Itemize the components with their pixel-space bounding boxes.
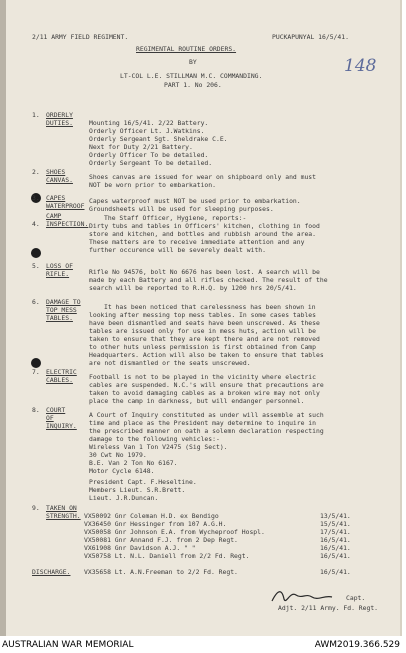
archive-footer bbox=[0, 636, 406, 653]
section-heading: INSPECTION. bbox=[46, 220, 89, 228]
discharge-entry-date: 16/5/41. bbox=[320, 568, 351, 576]
section-number: 7. bbox=[32, 368, 40, 376]
section-heading: ORDERLY bbox=[46, 111, 73, 119]
document-page bbox=[6, 0, 402, 636]
section-number: 3. bbox=[32, 194, 40, 202]
section-line: tables are issued only for use in mess huts, action will be bbox=[89, 327, 317, 335]
section-line: looking after messing top mess tables. In some cases tables bbox=[89, 311, 317, 319]
section-line: Mounting 16/5/41. 2/22 Battery. bbox=[89, 119, 209, 127]
section-line: Shoes canvas are issued for wear on shipboard only and must bbox=[89, 173, 317, 181]
section-number: 9. bbox=[32, 504, 40, 512]
archive-reference: AWM2019.366.529 bbox=[314, 640, 400, 650]
section-heading: SHOES bbox=[46, 168, 66, 176]
section-line: Rifle No 94576, bolt No 6676 has been lost. A search will be bbox=[89, 268, 320, 276]
section-line: 30 Cwt No 1979. bbox=[89, 451, 147, 459]
section-line: Lieut. J.R.Duncan. bbox=[89, 494, 159, 502]
signature-rank: Capt. bbox=[346, 594, 366, 602]
strength-entry-date: 17/5/41. bbox=[320, 528, 351, 536]
section-line: time and place as the President may determine to inquire in bbox=[89, 419, 317, 427]
section-number: 1. bbox=[32, 111, 40, 119]
section-heading: TAKEN ON bbox=[46, 504, 77, 512]
section-line: Orderly Officer Lt. J.Watkins. bbox=[89, 127, 205, 135]
section-line: cables are suspended. N.C.'s will ensure that precautions are bbox=[89, 381, 324, 389]
strength-entry-date: 16/5/41. bbox=[320, 552, 351, 560]
section-heading: COURT bbox=[46, 406, 66, 414]
strength-entry: VX36450 Gnr Hessinger from 107 A.G.H. bbox=[84, 520, 227, 528]
section-line: taken to ensure that they are kept there and are not removed bbox=[89, 335, 320, 343]
section-line: place the camp in darkness, but will endanger personnel. bbox=[89, 397, 305, 405]
punch-hole bbox=[31, 358, 41, 368]
section-line: Dirty tubs and tables in Officers' kitchen, clothing in food bbox=[89, 222, 320, 230]
section-line: B.E. Van 2 Ton No 6167. bbox=[89, 459, 178, 467]
section-line: are not dismantled or the seats unscrewed. bbox=[89, 359, 251, 367]
section-line: A Court of Inquiry constituted as under will assemble at such bbox=[89, 411, 324, 419]
section-line: These matters are to receive immediate attention and any bbox=[89, 238, 305, 246]
section-line: search will be reported to R.H.Q. by 1200 hrs 20/5/41. bbox=[89, 284, 297, 292]
section-number: 8. bbox=[32, 406, 40, 414]
section-heading: TABLES. bbox=[46, 314, 73, 322]
commander-line: LT-COL L.E. STILLMAN M.C. COMMANDING. bbox=[120, 72, 263, 80]
section-heading: TOP MESS bbox=[46, 306, 77, 314]
section-number: 6. bbox=[32, 298, 40, 306]
strength-entry-date: 16/5/41. bbox=[320, 544, 351, 552]
section-line: Capes waterproof must NOT be used prior to embarkation. bbox=[89, 197, 301, 205]
section-line: Orderly Sergeant Sgt. Sheldrake C.E. bbox=[89, 135, 228, 143]
section-line: Wireless Van 1 Ton V2475 (Sig Sect). bbox=[89, 443, 228, 451]
section-heading: CAPES bbox=[46, 194, 66, 202]
section-number: 5. bbox=[32, 262, 40, 270]
section-line: The Staff Officer, Hygiene, reports:- bbox=[104, 214, 247, 222]
section-heading: DAMAGE TO bbox=[46, 298, 81, 306]
section-line: NOT be worn prior to embarkation. bbox=[89, 181, 216, 189]
section-line: Next for Duty 2/21 Battery. bbox=[89, 143, 193, 151]
place-date: PUCKAPUNYAL 16/5/41. bbox=[272, 33, 349, 41]
strength-entry: VX50092 Gnr Coleman H.D. ex Bendigo bbox=[84, 512, 219, 520]
section-line: made by each Battery and all rifles checked. The result of the bbox=[89, 276, 328, 284]
section-line: Orderly Sergeant To be detailed. bbox=[89, 159, 213, 167]
strength-entry: VX50081 Gnr Annand F.J. from 2 Dep Regt. bbox=[84, 536, 238, 544]
strength-entry-date: 13/5/41. bbox=[320, 512, 351, 520]
section-line: Groundsheets will be used for sleeping purposes. bbox=[89, 205, 274, 213]
section-heading: DISCHARGE. bbox=[32, 568, 71, 576]
by-line: BY bbox=[189, 58, 197, 66]
section-heading: CAMP bbox=[46, 212, 62, 220]
section-heading: RIFLE. bbox=[46, 270, 70, 278]
section-heading: LOSS OF bbox=[46, 262, 73, 270]
section-line: Motor Cycle 6148. bbox=[89, 467, 155, 475]
strength-entry: VX50058 Gnr Johnson E.A. from Wycheproof Hospl. bbox=[84, 528, 265, 536]
section-line: Headquarters. Action will also be taken to ensure that tables bbox=[89, 351, 324, 359]
discharge-entry: VX35658 Lt. A.N.Freeman to 2/2 Fd. Regt. bbox=[84, 568, 238, 576]
unit-header: 2/11 ARMY FIELD REGIMENT. bbox=[32, 33, 129, 41]
section-line: damage to the following vehicles:- bbox=[89, 435, 220, 443]
punch-hole bbox=[31, 248, 41, 258]
section-line: Football is not to be played in the vicinity where electric bbox=[89, 373, 317, 381]
section-heading: DUTIES. bbox=[46, 119, 73, 127]
section-number: 4. bbox=[32, 220, 40, 228]
section-line: It has been noticed that carelessness has been shown in bbox=[104, 303, 316, 311]
section-line: to other huts unless permission is first obtained from Camp bbox=[89, 343, 317, 351]
section-heading: INQUIRY. bbox=[46, 422, 77, 430]
section-line: taken to avoid damaging cables as a broken wire may not only bbox=[89, 389, 320, 397]
strength-entry: VX61908 Gnr Davidson A.J. " " bbox=[84, 544, 196, 552]
section-line: further occurence will be severely dealt with. bbox=[89, 246, 266, 254]
section-heading: CABLES. bbox=[46, 376, 73, 384]
archive-name: AUSTRALIAN WAR MEMORIAL bbox=[2, 640, 134, 650]
strength-entry-date: 16/5/41. bbox=[320, 536, 351, 544]
section-line: Members Lieut. S.R.Brett. bbox=[89, 486, 186, 494]
section-number: 2. bbox=[32, 168, 40, 176]
adjutant-line: Adjt. 2/11 Army. Fd. Regt. bbox=[278, 604, 379, 612]
section-line: Orderly Officer To be detailed. bbox=[89, 151, 209, 159]
part-number: PART 1. No 206. bbox=[164, 81, 222, 89]
strength-entry-date: 15/5/41. bbox=[320, 520, 351, 528]
strength-entry: VX50758 Lt. N.L. Daniell from 2/2 Fd. Regt. bbox=[84, 552, 250, 560]
section-line: President Capt. F.Heseltine. bbox=[89, 478, 197, 486]
section-heading: ELECTRIC bbox=[46, 368, 77, 376]
section-heading: OF bbox=[46, 414, 54, 422]
handwritten-folio-number: 148 bbox=[344, 56, 377, 76]
section-heading: STRENGTH. bbox=[46, 512, 81, 520]
section-heading: CANVAS. bbox=[46, 176, 73, 184]
section-line: the prescribed manner on oath a solemn declaration respecting bbox=[89, 427, 324, 435]
document-title: REGIMENTAL ROUTINE ORDERS. bbox=[136, 45, 237, 53]
section-line: have been dismantled and seats have been unscrewed. As these bbox=[89, 319, 320, 327]
section-heading: WATERPROOF bbox=[46, 202, 85, 210]
section-line: store and kitchen, and bottles and rubbish around the area. bbox=[89, 230, 317, 238]
